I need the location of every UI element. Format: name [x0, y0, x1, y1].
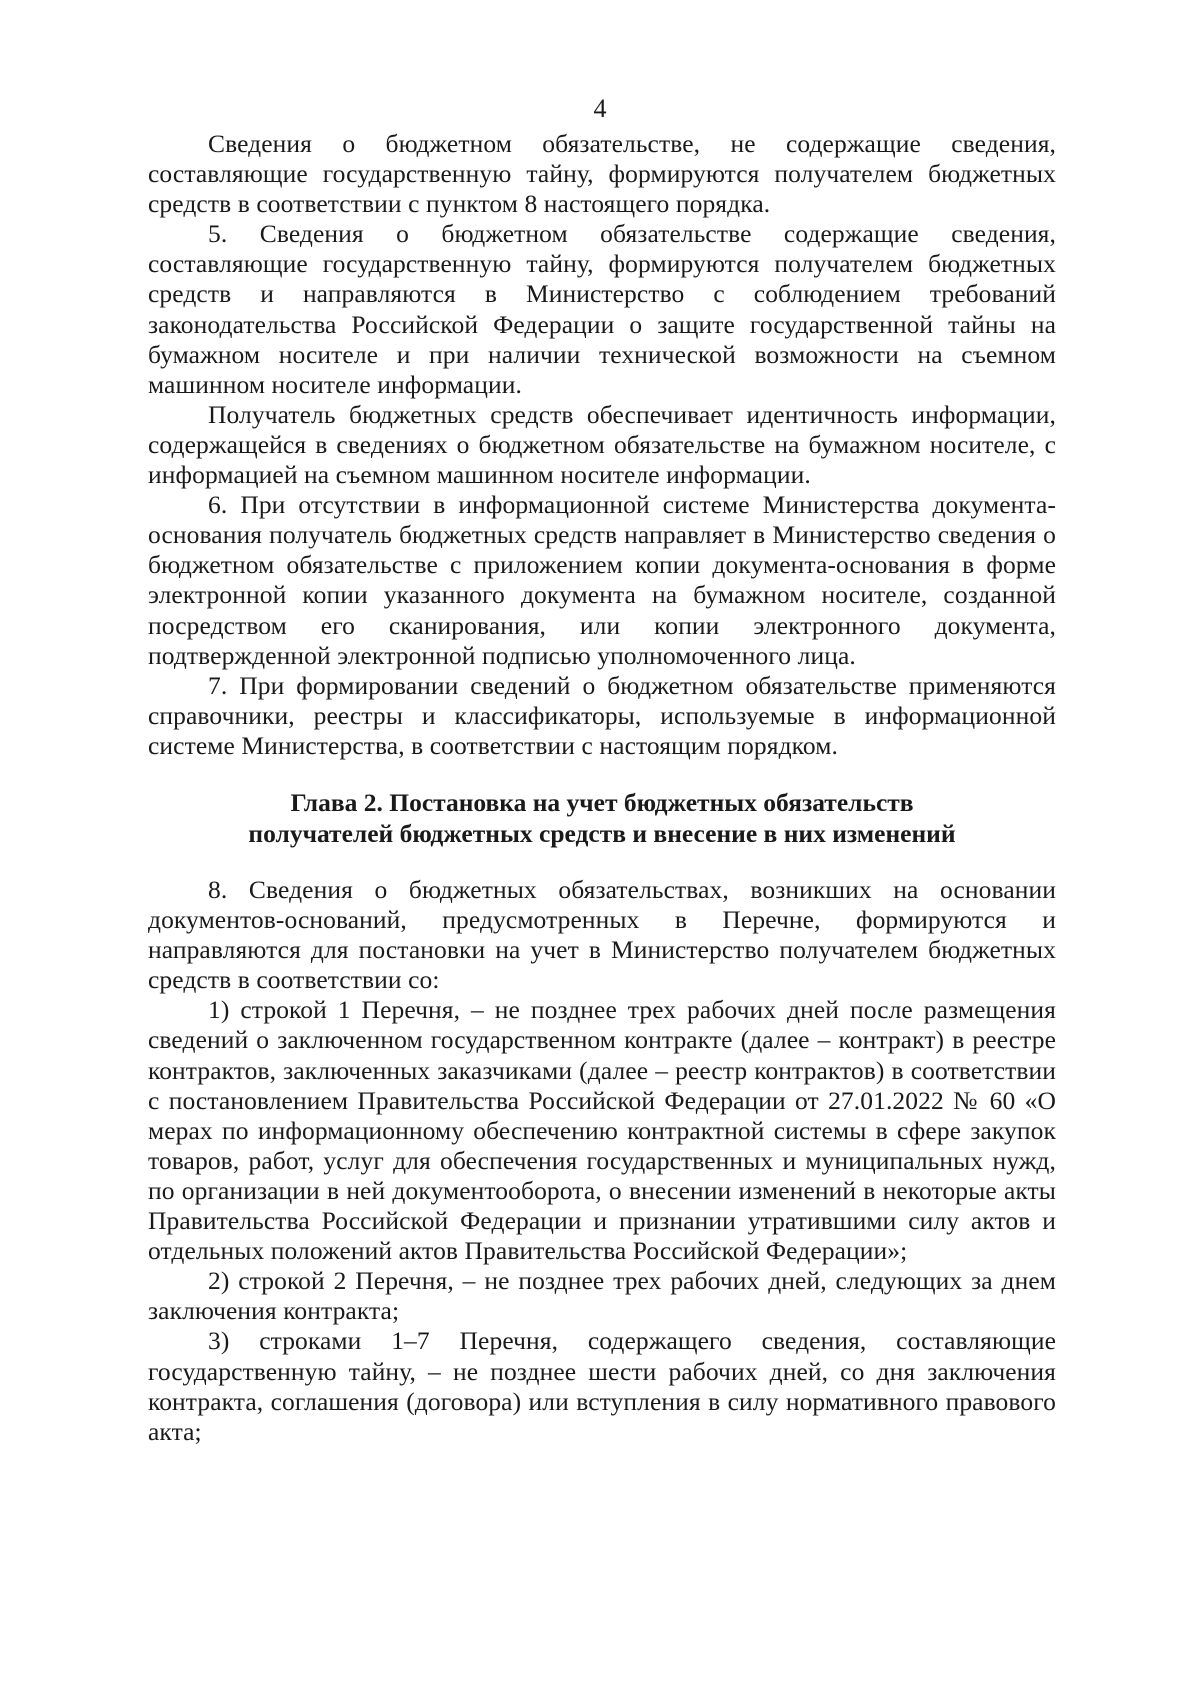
- paragraph: Сведения о бюджетном обязательстве, не содержащие сведения, составляющие государственную тайну, формируются получателем бюджетных средств в соответствии с пунктом 8 настоящего порядка.: [148, 129, 1056, 219]
- body-text-bottom: [148, 875, 1056, 1447]
- body-text-top: [148, 129, 1056, 761]
- paragraph: Получатель бюджетных средств обеспечивает идентичность информации, содержащейся в сведениях о бюджетном обязательстве на бумажном носителе, с информацией на съемном машинном носителе информации.: [148, 399, 1056, 490]
- paragraph-5: 5. Сведения о бюджетном обязательстве содержащие сведения, составляющие государственную тайну, формируются получателем бюджетных средств и направляются в Министерство с соблюдением требований законодательства Российской Федерации о защите государственной тайны на бумажном носителе и при наличии технической возможности на съемном машинном носителе информации.: [148, 219, 1056, 399]
- paragraph-8: 8. Сведения о бюджетных обязательствах, возникших на основании документов-оснований, предусмотренных в Перечне, формируются и направляются для постановки на учет в Министерство получателем бюджетных средств в соответствии со:: [148, 875, 1056, 995]
- chapter-heading-line: получателей бюджетных средств и внесение в них изменений: [248, 819, 956, 848]
- paragraph-6: 6. При отсутствии в информационной системе Министерства документа-основания получатель бюджетных средств направляет в Министерство сведения о бюджетном обязательстве с приложением копии документа-основания в форме электронной копии указанного документа на бумажном носителе, созданной посредством его сканирования, или копии электронного документа, подтвержденной электронной подписью уполномоченного лица.: [148, 490, 1056, 670]
- page-number: 4: [593, 94, 607, 123]
- list-item: 1) строкой 1 Перечня, – не позднее трех рабочих дней после размещения сведений о заключенном государственном контракте (далее – контракт) в реестре контрактов, заключенных заказчиками (далее – реестр контрактов) в соответствии с постановлением Правительства Российской Федерации от 27.01.2022 № 60 «О мерах по информационному обеспечению контрактной системы в сфере закупок товаров, работ, услуг для обеспечения государственных и муниципальных нужд, по организации в ней документооборота, о внесении изменений в некоторые акты Правительства Российской Федерации и признании утратившими силу актов и отдельных положений актов Правительства Российской Федерации»;: [148, 995, 1056, 1266]
- list-item: 3) строками 1–7 Перечня, содержащего сведения, составляющие государственную тайну, – не позднее шести рабочих дней, со дня заключения контракта, соглашения (договора) или вступления в силу нормативного правового акта;: [148, 1326, 1056, 1446]
- chapter-heading-line: Глава 2. Постановка на учет бюджетных обязательств: [290, 788, 914, 817]
- list-item: 2) строкой 2 Перечня, – не позднее трех рабочих дней, следующих за днем заключения контракта;: [148, 1266, 1056, 1326]
- paragraph-7: 7. При формировании сведений о бюджетном обязательстве применяются справочники, реестры и классификаторы, используемые в информационной системе Министерства, в соответствии с настоящим порядком.: [148, 670, 1056, 760]
- chapter-heading: [148, 787, 1056, 849]
